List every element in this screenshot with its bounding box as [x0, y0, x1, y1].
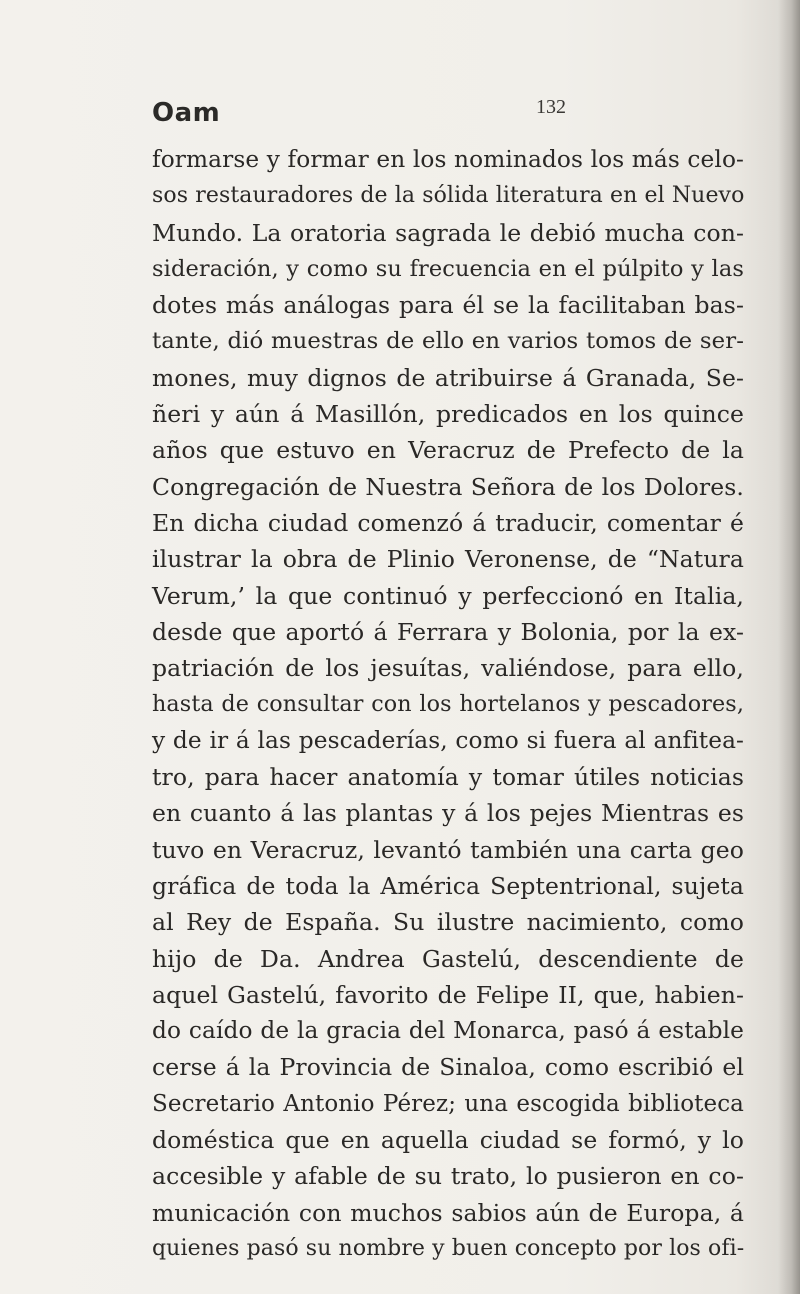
text-line: y de ir á las pescaderías, como si fuera al anfitea-: [152, 726, 744, 754]
page-header: [152, 96, 712, 136]
text-line: hasta de consultar con los hortelanos y pescadores,: [152, 691, 744, 718]
text-line: años que estuvo en Veracruz de Prefecto de la: [152, 436, 744, 465]
page-number: 132: [536, 96, 566, 118]
text-line: desde que aportó á Ferrara y Bolonia, por la ex-: [152, 617, 744, 646]
running-head: Oam: [152, 98, 221, 128]
text-line: en cuanto á las plantas y á los pejes Mientras es: [152, 799, 744, 828]
text-line: Mundo. La oratoria sagrada le debió mucha con-: [152, 218, 744, 247]
text-line: ilustrar la obra de Plinio Veronense, de “Natura: [152, 545, 744, 574]
text-line: sos restauradores de la sólida literatura en el Nuevo: [152, 183, 745, 209]
text-line: En dicha ciudad comenzó á traducir, comentar é: [152, 508, 744, 537]
text-line: patriación de los jesuítas, valiéndose, para ello,: [152, 654, 744, 683]
text-line: tante, dió muestras de ello en varios tomos de ser-: [152, 328, 744, 355]
text-line: cerse á la Provincia de Sinaloa, como escribió el: [152, 1053, 744, 1082]
text-line: Verum,’ la que continuó y perfeccionó en Italia,: [152, 581, 744, 610]
text-line: doméstica que en aquella ciudad se formó, y lo: [152, 1126, 744, 1155]
page-edge-shadow: [778, 0, 800, 1294]
text-line: tro, para hacer anatomía y tomar útiles noticias: [152, 763, 744, 792]
text-line: Secretario Antonio Pérez; una escogida biblioteca: [152, 1090, 744, 1117]
text-line: municación con muchos sabios aún de Europa, á: [152, 1198, 744, 1227]
body-text: [152, 142, 744, 1267]
text-line: tuvo en Veracruz, levantó también una carta geo: [152, 835, 744, 864]
text-line: accesible y afable de su trato, lo pusieron en co-: [152, 1162, 744, 1191]
text-line: al Rey de España. Su ilustre nacimiento, como: [152, 908, 744, 937]
text-line: mones, muy dignos de atribuirse á Granada, Se-: [152, 363, 744, 392]
text-line: Congregación de Nuestra Señora de los Dolores.: [152, 472, 744, 501]
text-line: formarse y formar en los nominados los más celo-: [152, 146, 744, 173]
text-line: ñeri y aún á Masillón, predicados en los quince: [152, 400, 744, 429]
text-line: hijo de Da. Andrea Gastelú, descendiente de: [152, 944, 744, 973]
text-line: quienes pasó su nombre y buen concepto por los ofi-: [152, 1235, 745, 1261]
text-line: aquel Gastelú, favorito de Felipe II, que, habien-: [152, 980, 744, 1009]
text-line: do caído de la gracia del Monarca, pasó á estable: [152, 1017, 744, 1045]
text-line: gráfica de toda la América Septentrional, sujeta: [152, 871, 744, 900]
text-line: dotes más análogas para él se la facilitaban bas-: [152, 291, 744, 320]
text-line: sideración, y como su frecuencia en el púlpito y las: [152, 255, 744, 282]
